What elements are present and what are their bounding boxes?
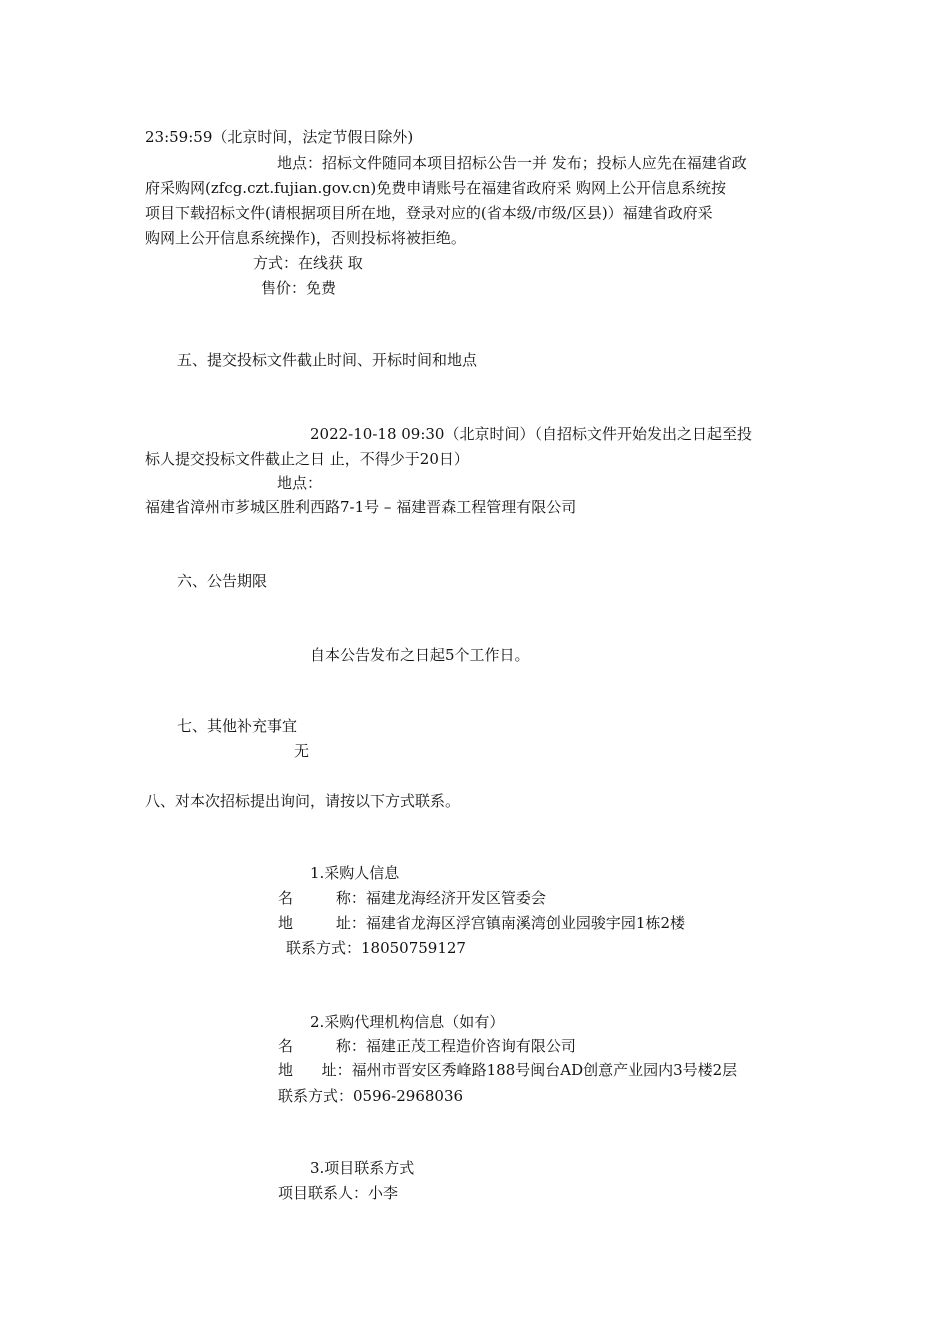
agency-title: 2.采购代理机构信息（如有） [310, 1013, 505, 1031]
section-5-location-label: 地点： [277, 474, 323, 492]
project-contact-title: 3.项目联系方式 [310, 1159, 415, 1177]
section-8-heading: 八、对本次招标提出询问，请按以下方式联系。 [145, 792, 461, 810]
section-5-location-value: 福建省漳州市芗城区胜利西路7-1号 – 福建晋森工程管理有限公司 [145, 498, 577, 516]
doc-obtain-location-line-4: 购网上公开信息系统操作)，否则投标将被拒绝。 [145, 229, 466, 247]
section-6-content: 自本公告发布之日起5个工作日。 [310, 646, 530, 664]
purchaser-name: 名 称：福建龙海经济开发区管委会 [278, 889, 546, 907]
agency-contact: 联系方式：0596-2968036 [278, 1087, 464, 1105]
doc-obtain-price: 售价：免费 [261, 279, 337, 297]
doc-obtain-location-line-3: 项目下载招标文件(请根据项目所在地，登录对应的(省本级/市级/区县)）福建省政府采 [145, 204, 713, 222]
section-7-content: 无 [294, 742, 310, 760]
agency-address: 地 址：福州市晋安区秀峰路188号闽台AD创意产业园内3号楼2层 [278, 1061, 738, 1079]
purchaser-contact: 联系方式：18050759127 [286, 939, 466, 957]
purchaser-title: 1.采购人信息 [310, 864, 400, 882]
project-contact-person: 项目联系人：小李 [278, 1184, 399, 1202]
section-5-time-line-1: 2022-10-18 09:30（北京时间）（自招标文件开始发出之日起至投 [310, 425, 752, 443]
doc-obtain-method: 方式：在线获 取 [253, 254, 363, 272]
agency-name: 名 称：福建正茂工程造价咨询有限公司 [278, 1037, 576, 1055]
purchaser-address: 地 址：福建省龙海区浮宫镇南溪湾创业园骏宇园1栋2楼 [278, 914, 686, 932]
section-5-time-line-2: 标人提交投标文件截止之日 止，不得少于20日） [145, 450, 469, 468]
doc-obtain-location-line-1: 地点：招标文件随同本项目招标公告一并 发布；投标人应先在福建省政 [277, 154, 747, 172]
section-5-heading: 五、提交投标文件截止时间、开标时间和地点 [177, 351, 478, 369]
section-6-heading: 六、公告期限 [177, 572, 268, 590]
doc-obtain-location-line-2: 府采购网(zfcg.czt.fujian.gov.cn)免费申请账号在福建省政府采 购网上公开信息系统按 [145, 179, 726, 197]
section-7-heading: 七、其他补充事宜 [177, 717, 298, 735]
deadline-tail-text: 23:59:59（北京时间，法定节假日除外) [145, 128, 414, 146]
